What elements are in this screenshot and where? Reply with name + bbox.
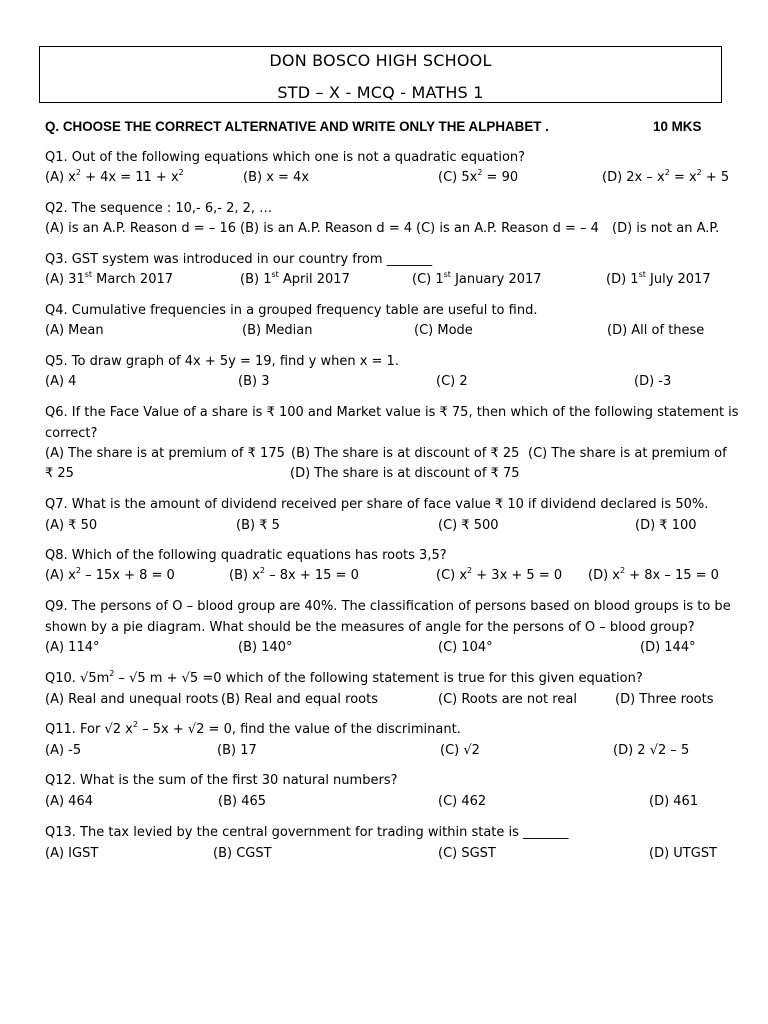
q7-option-d: (D) ₹ 100 bbox=[635, 518, 697, 533]
question-11: Q11. For √2 $x^2 - 5x + √2 = 0$, find the value of the discriminant. bbox=[45, 719, 461, 737]
q10-option-b: (B) Real and equal roots bbox=[221, 692, 378, 707]
question-8: Q8. Which of the following quadratic equations has roots 3,5? bbox=[45, 548, 447, 563]
q1-option-d: (D) $2x - x^2 = x^2 + 5$ bbox=[602, 167, 730, 185]
q6-option-c-cont: ₹ 25 bbox=[45, 466, 74, 481]
question-4: Q4. Cumulative frequencies in a grouped frequency table are useful to find. bbox=[45, 303, 538, 318]
q13-option-a: (A) IGST bbox=[45, 846, 99, 861]
q4-option-d: (D) All of these bbox=[607, 323, 705, 338]
q6-option-c: (C) The share is at premium of bbox=[528, 446, 727, 461]
q9-option-b: (B) 140° bbox=[238, 640, 293, 655]
question-3: Q3. GST system was introduced in our country from _______ bbox=[45, 252, 433, 267]
q3-option-b: (B) 1st April 2017 bbox=[240, 269, 350, 287]
q7-option-a: (A) ₹ 50 bbox=[45, 518, 98, 533]
q9-option-d: (D) 144° bbox=[640, 640, 696, 655]
q13-option-b: (B) CGST bbox=[213, 846, 272, 861]
q11-option-b: (B) 17 bbox=[217, 743, 257, 758]
q12-option-b: (B) 465 bbox=[218, 794, 267, 809]
q2-option-b: (B) is an A.P. Reason d = 4 bbox=[240, 221, 413, 236]
q13-option-c: (C) SGST bbox=[438, 846, 496, 861]
q5-option-d: (D) -3 bbox=[634, 374, 672, 389]
question-6: Q6. If the Face Value of a share is ₹ 100 and Market value is ₹ 75, then which of the following statement is bbox=[45, 405, 739, 420]
q1-option-b: (B) x = 4x bbox=[243, 170, 310, 185]
exam-subtitle: STD – X - MCQ - MATHS 1 bbox=[277, 83, 484, 102]
q11-option-a: (A) -5 bbox=[45, 743, 82, 758]
q1-option-c: (C) $5x^2 = 90$ bbox=[438, 167, 519, 185]
question-13: Q13. The tax levied by the central government for trading within state is _______ bbox=[45, 825, 569, 840]
q13-option-d: (D) UTGST bbox=[649, 846, 718, 861]
total-marks: 10 MKS bbox=[653, 119, 702, 134]
q5-option-b: (B) 3 bbox=[238, 374, 270, 389]
q3-option-c: (C) 1st January 2017 bbox=[412, 269, 542, 287]
q6-option-d: (D) The share is at discount of ₹ 75 bbox=[290, 466, 520, 481]
q10-option-a: (A) Real and unequal roots bbox=[45, 692, 219, 707]
q11-option-d: (D) 2 √2 – 5 bbox=[613, 743, 690, 758]
q9-option-c: (C) 104° bbox=[438, 640, 493, 655]
q5-option-c: (C) 2 bbox=[436, 374, 468, 389]
q3-option-d: (D) 1st July 2017 bbox=[606, 269, 711, 287]
q2-option-c: (C) is an A.P. Reason d = – 4 bbox=[416, 221, 599, 236]
q12-option-c: (C) 462 bbox=[438, 794, 487, 809]
question-9-cont: shown by a pie diagram. What should be the measures of angle for the persons of O – blood group? bbox=[45, 620, 695, 635]
header-box bbox=[39, 46, 722, 103]
q6-option-a: (A) The share is at premium of ₹ 175 bbox=[45, 446, 285, 461]
q9-option-a: (A) 114° bbox=[45, 640, 100, 655]
question-1: Q1. Out of the following equations which one is not a quadratic equation? bbox=[45, 150, 526, 165]
q6-option-b: (B) The share is at discount of ₹ 25 bbox=[291, 446, 520, 461]
q4-option-c: (C) Mode bbox=[414, 323, 473, 338]
instruction: Q. CHOOSE THE CORRECT ALTERNATIVE AND WRITE ONLY THE ALPHABET . bbox=[45, 119, 549, 134]
q12-option-a: (A) 464 bbox=[45, 794, 93, 809]
question-9: Q9. The persons of O – blood group are 40%. The classification of persons based on blood groups is to be bbox=[45, 599, 731, 614]
question-12: Q12. What is the sum of the first 30 natural numbers? bbox=[45, 773, 398, 788]
q4-option-a: (A) Mean bbox=[45, 323, 104, 338]
question-5: Q5. To draw graph of 4x + 5y = 19, find y when x = 1. bbox=[45, 354, 399, 369]
q10-option-d: (D) Three roots bbox=[615, 692, 714, 707]
school-name: DON BOSCO HIGH SCHOOL bbox=[269, 51, 492, 70]
q7-option-c: (C) ₹ 500 bbox=[438, 518, 499, 533]
q8-option-a: (A) $x^2 - 15x + 8 = 0$ bbox=[45, 565, 175, 583]
q5-option-a: (A) 4 bbox=[45, 374, 77, 389]
q7-option-b: (B) ₹ 5 bbox=[236, 518, 280, 533]
q4-option-b: (B) Median bbox=[242, 323, 313, 338]
q2-option-a: (A) is an A.P. Reason d = – 16 bbox=[45, 221, 236, 236]
question-10: Q10. $√5m^2 - √5$ m + √5 =0 which of the following statement is true for this given equation? bbox=[45, 668, 643, 686]
q2-option-d: (D) is not an A.P. bbox=[612, 221, 720, 236]
question-2: Q2. The sequence : 10,- 6,- 2, 2, … bbox=[45, 201, 273, 216]
q8-option-b: (B) $x^2 - 8x + 15 = 0$ bbox=[229, 565, 359, 583]
question-6-cont: correct? bbox=[45, 426, 98, 441]
q10-option-c: (C) Roots are not real bbox=[438, 692, 577, 707]
q8-option-c: (C) $x^2 + 3x + 5 = 0$ bbox=[436, 565, 563, 583]
q12-option-d: (D) 461 bbox=[649, 794, 699, 809]
q3-option-a: (A) 31st March 2017 bbox=[45, 269, 174, 287]
q11-option-c: (C) √2 bbox=[440, 743, 480, 758]
q1-option-a: (A) $x^2 + 4x = 11 + x^2$ bbox=[45, 167, 184, 185]
question-7: Q7. What is the amount of dividend received per share of face value ₹ 10 if dividend declared is 50%. bbox=[45, 497, 709, 512]
q8-option-d: (D) $x^2 + 8x - 15 = 0$ bbox=[588, 565, 719, 583]
